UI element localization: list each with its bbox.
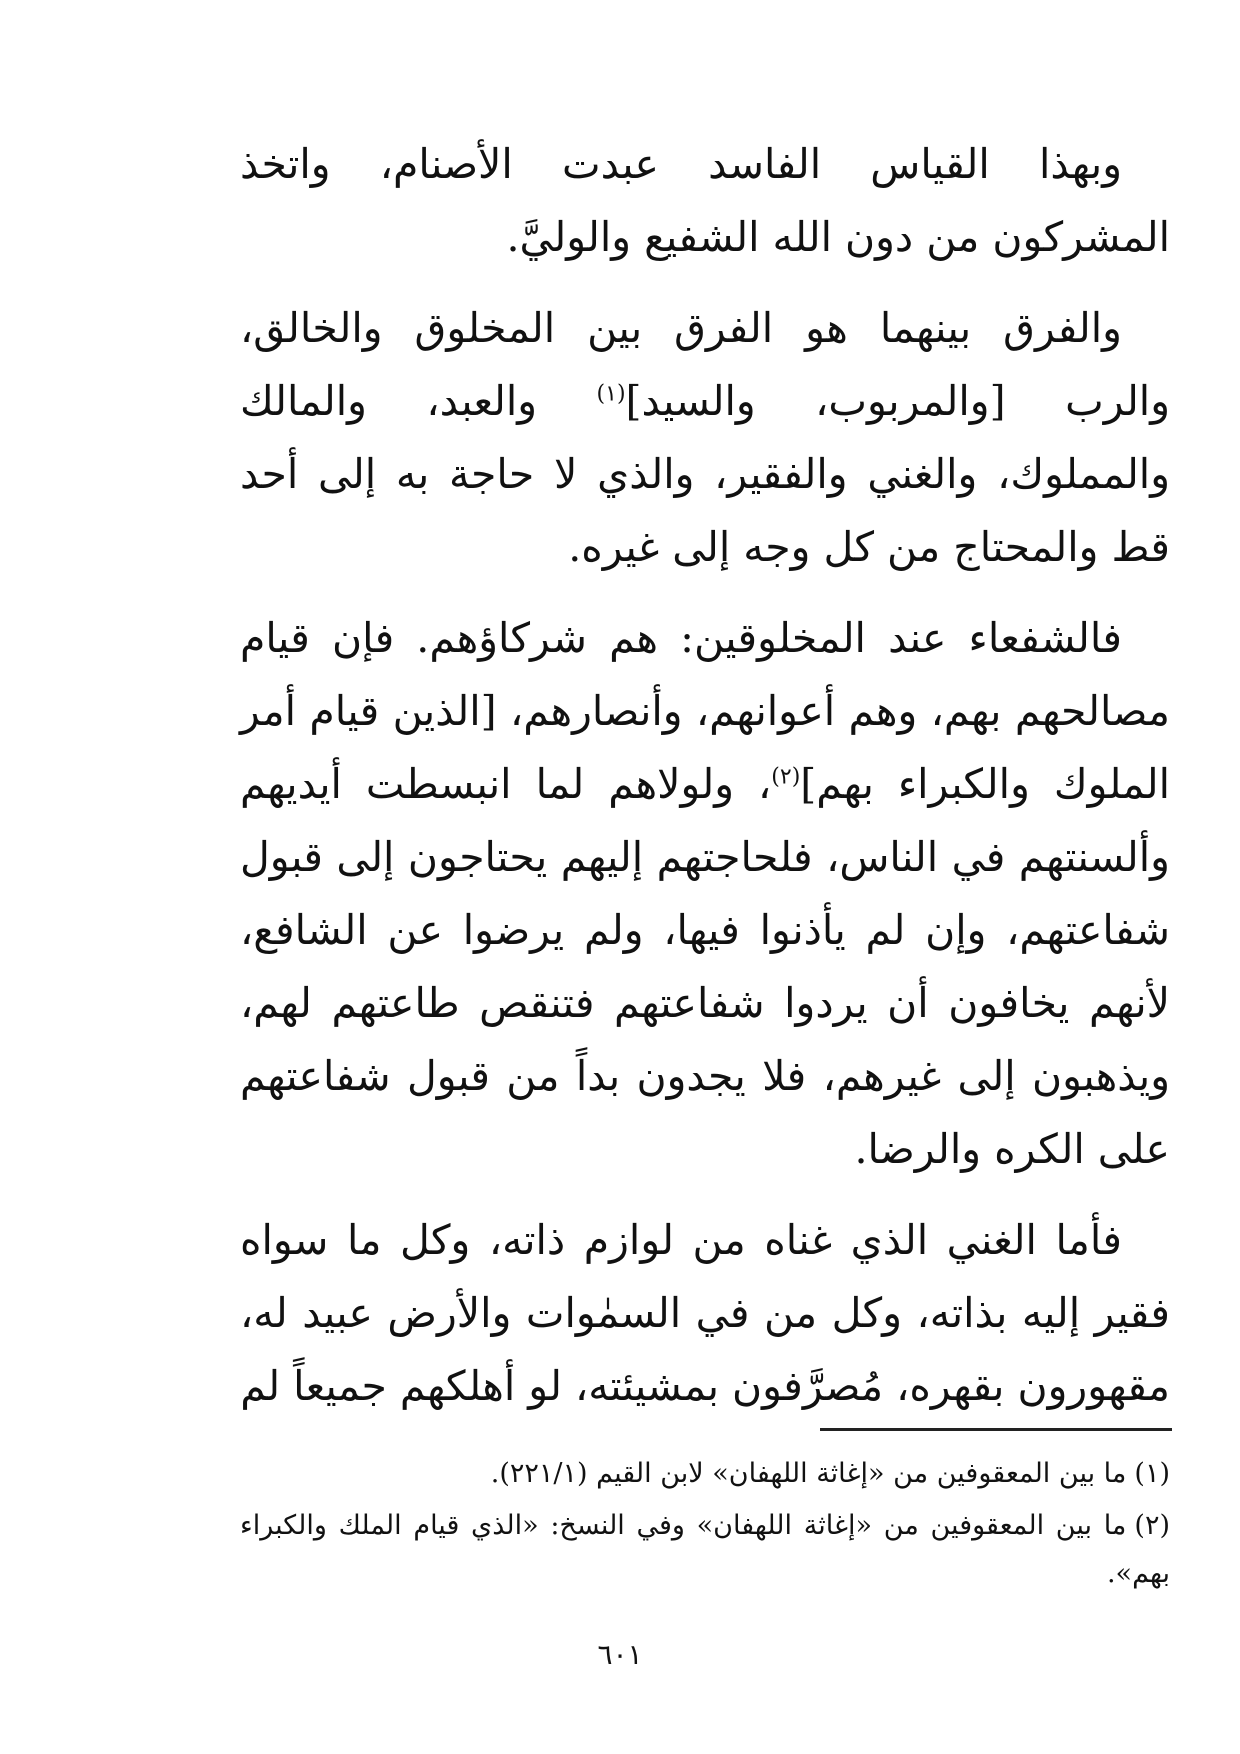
paragraph-1-text: وبهذا القياس الفاسد عبدت الأصنام، واتخذ المشركون من دون الله الشفيع والوليَّ.: [240, 140, 1170, 261]
footnote-1: [240, 1450, 1170, 1498]
paragraph-2-text-start: والفرق بينهما هو الفرق بين المخلوق والخالق، والرب [والمربوب، والسيد]: [240, 304, 1171, 425]
footnote-2: [240, 1502, 1170, 1598]
paragraph-3: [240, 602, 1170, 1186]
main-text: [240, 128, 1170, 1441]
paragraph-2: [240, 292, 1170, 584]
paragraph-2-text-end: والعبد، والمالك والمملوك، والغني والفقير، والذي لا حاجة به إلى أحد قط والمحتاج من كل وجه إلى غيره.: [240, 377, 1170, 571]
footnotes: [240, 1450, 1170, 1602]
page-number: ٦٠١: [597, 1638, 643, 1671]
paragraph-1: [240, 128, 1170, 274]
paragraph-4-text: فأما الغني الذي غناه من لوازم ذاته، وكل ما سواه فقير إليه بذاته، وكل من في السمٰوات والأرض عبيد له، مقهورون بقهره، مُصرَّفون بمشيئته، لو أهلكهم جميعاً لم: [240, 1216, 1170, 1410]
paragraph-3-text-end: ، ولولاهم لما انبسطت أيديهم وألسنتهم في الناس، فلحاجتهم إليهم يحتاجون إلى قبول شفاعتهم، وإن لم يأذنوا فيها، ولم يرضوا عن الشافع، لأنهم يخافون أن يردوا شفاعتهم فتنقص طاعتهم لهم، ويذهبون إلى غيرهم، فلا يجدون بداً من قبول شفاعتهم على الكره والرضا.: [240, 760, 1170, 1173]
footnote-1-text: ما بين المعقوفين من «إغاثة اللهفان» لابن القيم (٢٢١/١).: [490, 1458, 1127, 1489]
footnote-1-number: (١): [1134, 1458, 1170, 1489]
footnote-marker-2[interactable]: (٢): [771, 764, 801, 790]
footnote-2-number: (٢): [1134, 1510, 1170, 1541]
footnote-2-text: ما بين المعقوفين من «إغاثة اللهفان» وفي النسخ: «الذي قيام الملك والكبراء بهم».: [240, 1510, 1170, 1589]
footnote-marker-1[interactable]: (١): [596, 381, 626, 407]
footnote-divider: [820, 1428, 1172, 1431]
paragraph-4: [240, 1204, 1170, 1423]
paragraph-3-text-start: فالشفعاء عند المخلوقين: هم شركاؤهم. فإن قيام مصالحهم بهم، وهم أعوانهم، وأنصارهم، [الذين قيام أمر الملوك والكبراء بهم]: [240, 614, 1170, 808]
